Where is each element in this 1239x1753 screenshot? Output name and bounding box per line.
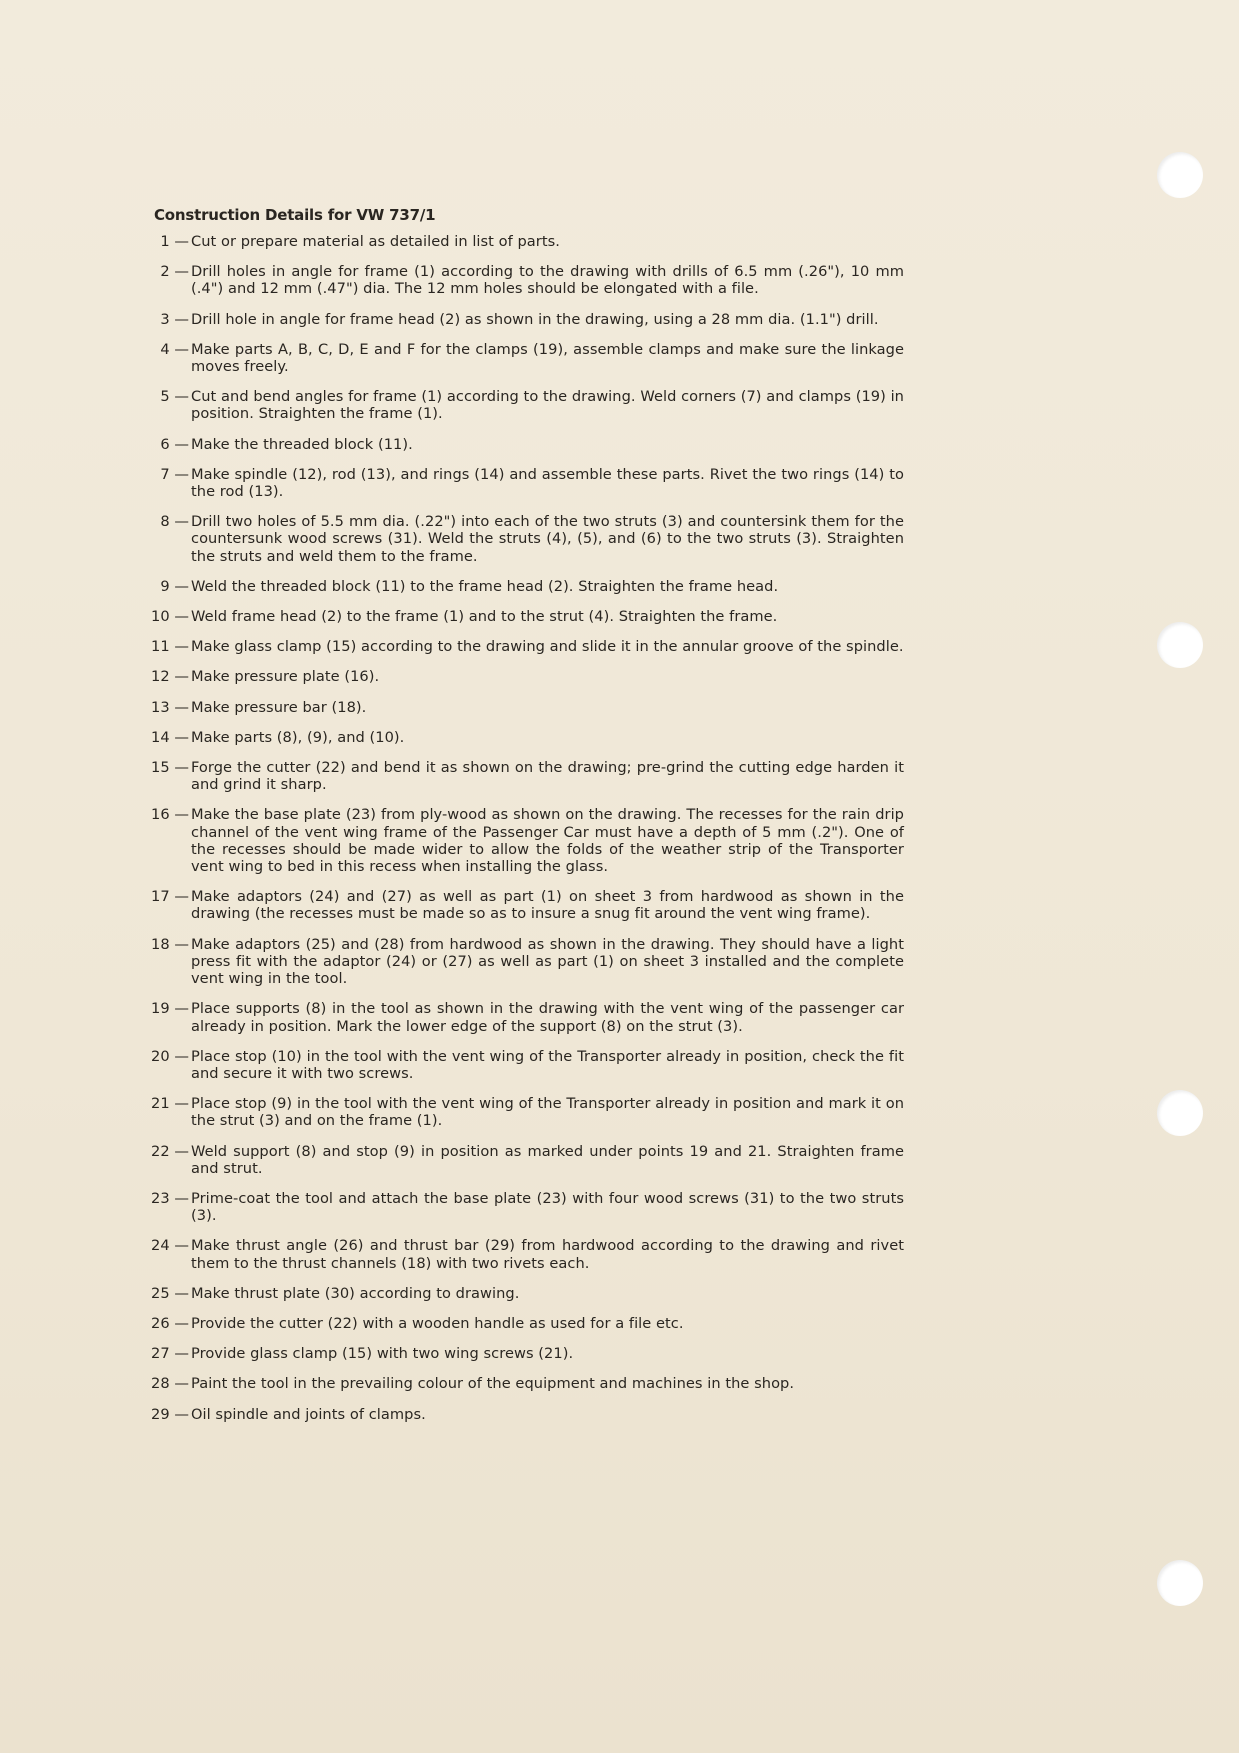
step-number: 12 — bbox=[150, 668, 189, 686]
step-number: 18 — bbox=[150, 935, 189, 953]
step-text: Oil spindle and joints of clamps. bbox=[191, 1405, 426, 1423]
step-item bbox=[150, 935, 904, 988]
step-number: 23 — bbox=[150, 1189, 189, 1207]
step-text: Cut and bend angles for frame (1) according to the drawing. Weld corners (7) and clamps (19) in position. Straighten the frame (1). bbox=[191, 388, 904, 423]
step-text: Make glass clamp (15) according to the drawing and slide it in the annular groove of the spindle. bbox=[191, 638, 904, 656]
step-text: Make the threaded block (11). bbox=[191, 435, 413, 453]
step-text: Drill holes in angle for frame (1) according to the drawing with drills of 6.5 mm (.26"), 10 mm (.4") and 12 mm (.47") dia. The 12 mm holes should be elongated with a file. bbox=[191, 263, 904, 298]
step-number: 21 — bbox=[150, 1095, 189, 1113]
step-item bbox=[154, 341, 904, 375]
step-number: 1 — bbox=[160, 233, 189, 250]
step-text: Make pressure bar (18). bbox=[191, 698, 367, 716]
step-number: 25 — bbox=[150, 1284, 189, 1302]
step-item bbox=[154, 513, 904, 565]
step-item bbox=[150, 1237, 904, 1272]
step-item bbox=[150, 1000, 904, 1035]
step-item bbox=[154, 466, 904, 500]
step-number: 13 — bbox=[150, 698, 189, 716]
step-text: Paint the tool in the prevailing colour of the equipment and machines in the shop. bbox=[191, 1375, 795, 1393]
step-number: 24 — bbox=[150, 1237, 189, 1255]
step-text: Place supports (8) in the tool as shown in the drawing with the vent wing of the passenger car already in position. Mark the lower edge of the support (8) on the strut (3). bbox=[191, 1000, 904, 1035]
step-number: 15 — bbox=[150, 759, 189, 777]
step-text: Make adaptors (25) and (28) from hardwood as shown in the drawing. They should have a light press fit with the adaptor (24) or (27) as well as part (1) on sheet 3 installed and the complete vent wing in the tool. bbox=[191, 935, 904, 988]
step-number: 14 — bbox=[150, 728, 189, 746]
step-number: 28 — bbox=[150, 1375, 189, 1393]
step-text: Weld the threaded block (11) to the frame head (2). Straighten the frame head. bbox=[191, 577, 779, 595]
step-text: Make thrust plate (30) according to drawing. bbox=[191, 1284, 520, 1302]
step-item bbox=[150, 1189, 904, 1225]
step-number: 10 — bbox=[150, 608, 189, 626]
step-item bbox=[150, 698, 904, 716]
step-item bbox=[150, 1142, 904, 1177]
step-text: Make parts A, B, C, D, E and F for the clamps (19), assemble clamps and make sure the linkage moves freely. bbox=[191, 340, 904, 376]
step-item bbox=[150, 638, 904, 656]
step-text: Make adaptors (24) and (27) as well as part (1) on sheet 3 from hardwood as shown in the drawing (the recesses must be made so as to insure a snug fit around the vent wing frame). bbox=[191, 888, 904, 923]
step-item bbox=[154, 388, 904, 422]
document-body bbox=[150, 206, 904, 1436]
step-number: 8 — bbox=[160, 513, 189, 531]
step-item bbox=[150, 608, 904, 626]
step-number: 7 — bbox=[160, 465, 189, 483]
step-text: Provide the cutter (22) with a wooden handle as used for a file etc. bbox=[191, 1314, 684, 1332]
punch-hole bbox=[1157, 1090, 1203, 1136]
step-item bbox=[150, 759, 904, 794]
punch-hole bbox=[1157, 622, 1203, 668]
step-text: Place stop (9) in the tool with the vent wing of the Transporter already in position and mark it on the strut (3) and on the frame (1). bbox=[191, 1095, 904, 1130]
step-item bbox=[150, 668, 904, 686]
step-text: Make pressure plate (16). bbox=[191, 668, 380, 686]
step-text: Make the base plate (23) from ply-wood as shown on the drawing. The recesses for the rain drip channel of the vent wing frame of the Passenger Car must have a depth of 5 mm (.2"). One of the recesses should be made wider to allow the folds of the weather strip of the Transporter vent wing to bed in this recess when installing the glass. bbox=[191, 806, 904, 876]
step-text: Place stop (10) in the tool with the vent wing of the Transporter already in position, check the fit and secure it with two screws. bbox=[191, 1047, 904, 1082]
step-item bbox=[150, 728, 904, 746]
step-text: Forge the cutter (22) and bend it as shown on the drawing; pre-grind the cutting edge harden it and grind it sharp. bbox=[191, 759, 904, 794]
step-item bbox=[150, 1095, 904, 1130]
document-title: Construction Details for VW 737/1 bbox=[154, 206, 436, 224]
step-number: 19 — bbox=[150, 1000, 189, 1018]
step-item bbox=[154, 436, 904, 453]
step-number: 6 — bbox=[160, 435, 189, 453]
step-text: Drill hole in angle for frame head (2) as shown in the drawing, using a 28 mm dia. (1.1") drill. bbox=[191, 310, 879, 328]
step-number: 11 — bbox=[150, 638, 189, 656]
step-number: 16 — bbox=[150, 806, 189, 824]
step-item bbox=[154, 233, 904, 250]
step-text: Drill two holes of 5.5 mm dia. (.22") into each of the two struts (3) and countersink them for the countersunk wood screws (31). Weld the struts (4), (5), and (6) to the two struts (3). Straighten the struts and weld them to the frame. bbox=[191, 513, 904, 565]
step-item bbox=[150, 1345, 904, 1363]
step-text: Weld support (8) and stop (9) in position as marked under points 19 and 21. Straighten frame and strut. bbox=[191, 1142, 904, 1177]
step-number: 2 — bbox=[160, 263, 189, 281]
step-item bbox=[150, 1047, 904, 1082]
punch-hole bbox=[1157, 152, 1203, 198]
step-number: 9 — bbox=[160, 577, 189, 595]
step-number: 27 — bbox=[150, 1345, 189, 1363]
step-number: 5 — bbox=[160, 388, 189, 406]
step-item bbox=[150, 1375, 904, 1393]
step-text: Make thrust angle (26) and thrust bar (29) from hardwood according to the drawing and rivet them to the thrust channels (18) with two rivets each. bbox=[191, 1237, 904, 1272]
step-text: Provide glass clamp (15) with two wing screws (21). bbox=[191, 1345, 574, 1363]
step-text: Make spindle (12), rod (13), and rings (14) and assemble these parts. Rivet the two rings (14) to the rod (13). bbox=[191, 465, 904, 501]
step-item bbox=[150, 1405, 904, 1423]
step-item bbox=[150, 888, 904, 923]
step-text: Prime-coat the tool and attach the base plate (23) with four wood screws (31) to the two struts (3). bbox=[191, 1189, 904, 1225]
step-item bbox=[154, 311, 904, 328]
step-number: 17 — bbox=[150, 888, 189, 906]
steps-list bbox=[150, 233, 904, 1423]
step-number: 4 — bbox=[160, 340, 189, 358]
step-number: 26 — bbox=[150, 1314, 189, 1332]
step-number: 22 — bbox=[150, 1142, 189, 1160]
step-number: 20 — bbox=[150, 1047, 189, 1065]
step-item bbox=[150, 806, 904, 876]
step-text: Make parts (8), (9), and (10). bbox=[191, 728, 405, 746]
step-item bbox=[150, 1284, 904, 1302]
step-item bbox=[154, 263, 904, 297]
step-item bbox=[154, 578, 904, 595]
step-item bbox=[150, 1314, 904, 1332]
step-number: 3 — bbox=[160, 310, 189, 328]
step-number: 29 — bbox=[150, 1405, 189, 1423]
punch-hole bbox=[1157, 1560, 1203, 1606]
step-text: Weld frame head (2) to the frame (1) and to the strut (4). Straighten the frame. bbox=[191, 608, 778, 626]
step-text: Cut or prepare material as detailed in list of parts. bbox=[191, 233, 560, 250]
